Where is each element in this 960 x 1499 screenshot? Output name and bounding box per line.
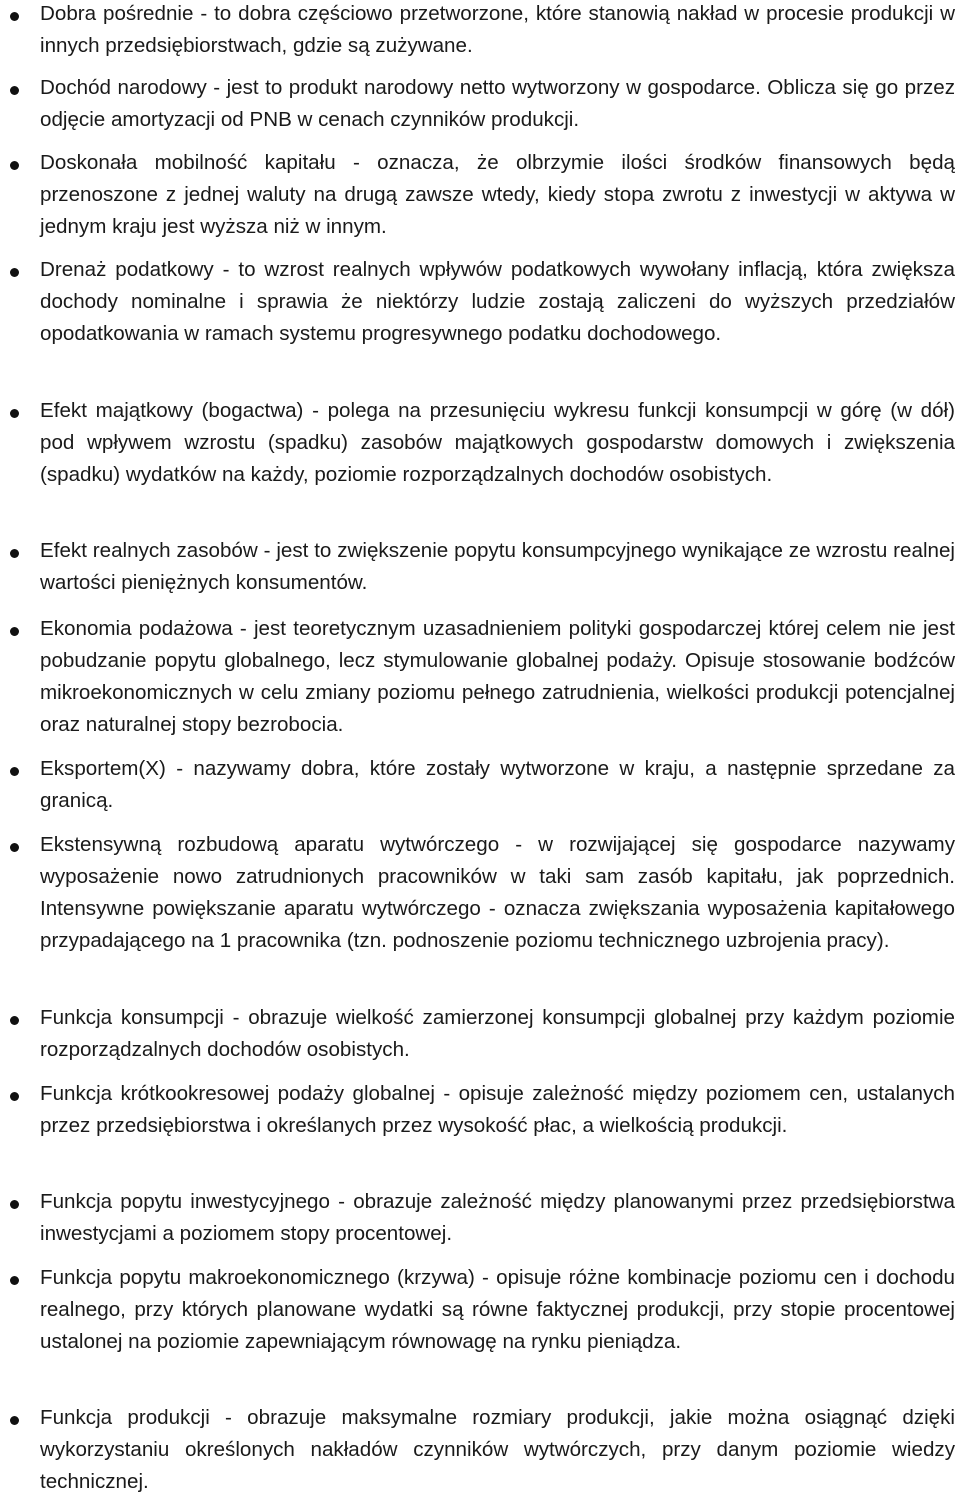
entry-text: Funkcja krótkookresowej podaży globalnej - opisuje zależność między poziomem cen, ustalanych przez przedsiębiorstwa i określanych przez wysokość płac, a wielkością produkcji. — [40, 1082, 955, 1137]
entry-text: Efekt realnych zasobów - jest to zwiększenie popytu konsumpcyjnego wynikające ze wzrostu realnej wartości pieniężnych konsumentów. — [40, 539, 955, 594]
bullet-icon — [10, 1092, 19, 1101]
entry-text: Dochód narodowy - jest to produkt narodowy netto wytworzony w gospodarce. Oblicza się go przez odjęcie amortyzacji od PNB w cenach czynników produkcji. — [40, 76, 955, 131]
entry-text: Funkcja popytu makroekonomicznego (krzywa) - opisuje różne kombinacje poziomu cen i dochodu realnego, przy których planowane wydatki są równe faktycznej produkcji, przy stopie procentowej ustalonej na poziomie zapewniającym równowagę na rynku pieniądza. — [40, 1266, 955, 1353]
bullet-icon — [10, 1276, 19, 1285]
bullet-icon — [10, 86, 19, 95]
entry-text: Efekt majątkowy (bogactwa) - polega na przesunięciu wykresu funkcji konsumpcji w górę (w dół) pod wpływem wzrostu (spadku) zasobów majątkowych gospodarstw domowych i zwiększenia (spadku) wydatków na każdy, poziomie rozporządzalnych dochodów osobistych. — [40, 399, 955, 486]
bullet-icon — [10, 1200, 19, 1209]
bullet-icon — [10, 1416, 19, 1425]
entry-text: Ekonomia podażowa - jest teoretycznym uzasadnieniem polityki gospodarczej której celem nie jest pobudzanie popytu globalnego, lecz stymulowanie globalnej podaży. Opisuje stosowanie bodźców mikroekonomicznych w celu zmiany poziomu pełnego zatrudnienia, wielkości produkcji potencjalnej oraz naturalnej stopy bezrobocia. — [40, 617, 955, 736]
bullet-icon — [10, 409, 19, 418]
bullet-icon — [10, 549, 19, 558]
bullet-icon — [10, 268, 19, 277]
entry-text: Doskonała mobilność kapitału - oznacza, że olbrzymie ilości środków finansowych będą przenoszone z jednej waluty na drugą zawsze wtedy, kiedy stopa zwrotu z inwestycji w aktywa w jednym kraju jest wyższa niż w innym. — [40, 151, 955, 238]
entry-text: Funkcja popytu inwestycyjnego - obrazuje zależność między planowanymi przez przedsiębiorstwa inwestycjami a poziomem stopy procentowej. — [40, 1190, 955, 1245]
bullet-icon — [10, 1016, 19, 1025]
bullet-icon — [10, 767, 19, 776]
entry-text: Drenaż podatkowy - to wzrost realnych wpływów podatkowych wywołany inflacją, która zwiększa dochody nominalne i sprawia że niektórzy ludzie zostają zaliczeni do wyższych przedziałów opodatkowania w ramach systemu progresywnego podatku dochodowego. — [40, 258, 955, 345]
entry-text: Funkcja produkcji - obrazuje maksymalne rozmiary produkcji, jakie można osiągnąć dzięki wykorzystaniu określonych nakładów czynników wytwórczych, przy danym poziomie wiedzy technicznej. — [40, 1406, 955, 1493]
bullet-icon — [10, 12, 19, 21]
entry-text: Dobra pośrednie - to dobra częściowo przetworzone, które stanowią nakład w procesie produkcji w innych przedsiębiorstwach, gdzie są zużywane. — [40, 2, 955, 57]
bullet-icon — [10, 161, 19, 170]
bullet-icon — [10, 843, 19, 852]
entry-text: Funkcja konsumpcji - obrazuje wielkość zamierzonej konsumpcji globalnej przy każdym poziomie rozporządzalnych dochodów osobistych. — [40, 1006, 955, 1061]
bullet-icon — [10, 627, 19, 636]
entry-text: Eksportem(X) - nazywamy dobra, które zostały wytworzone w kraju, a następnie sprzedane za granicą. — [40, 757, 955, 812]
entry-text: Ekstensywną rozbudową aparatu wytwórczego - w rozwijającej się gospodarce nazywamy wyposażenie nowo zatrudnionych pracowników w taki sam zasób kapitału, jak poprzednich. Intensywne powiększanie aparatu wytwórczego - oznacza zwiększania wyposażenia kapitałowego przypadającego na 1 pracownika (tzn. podnoszenie poziomu technicznego uzbrojenia pracy). — [40, 833, 955, 952]
